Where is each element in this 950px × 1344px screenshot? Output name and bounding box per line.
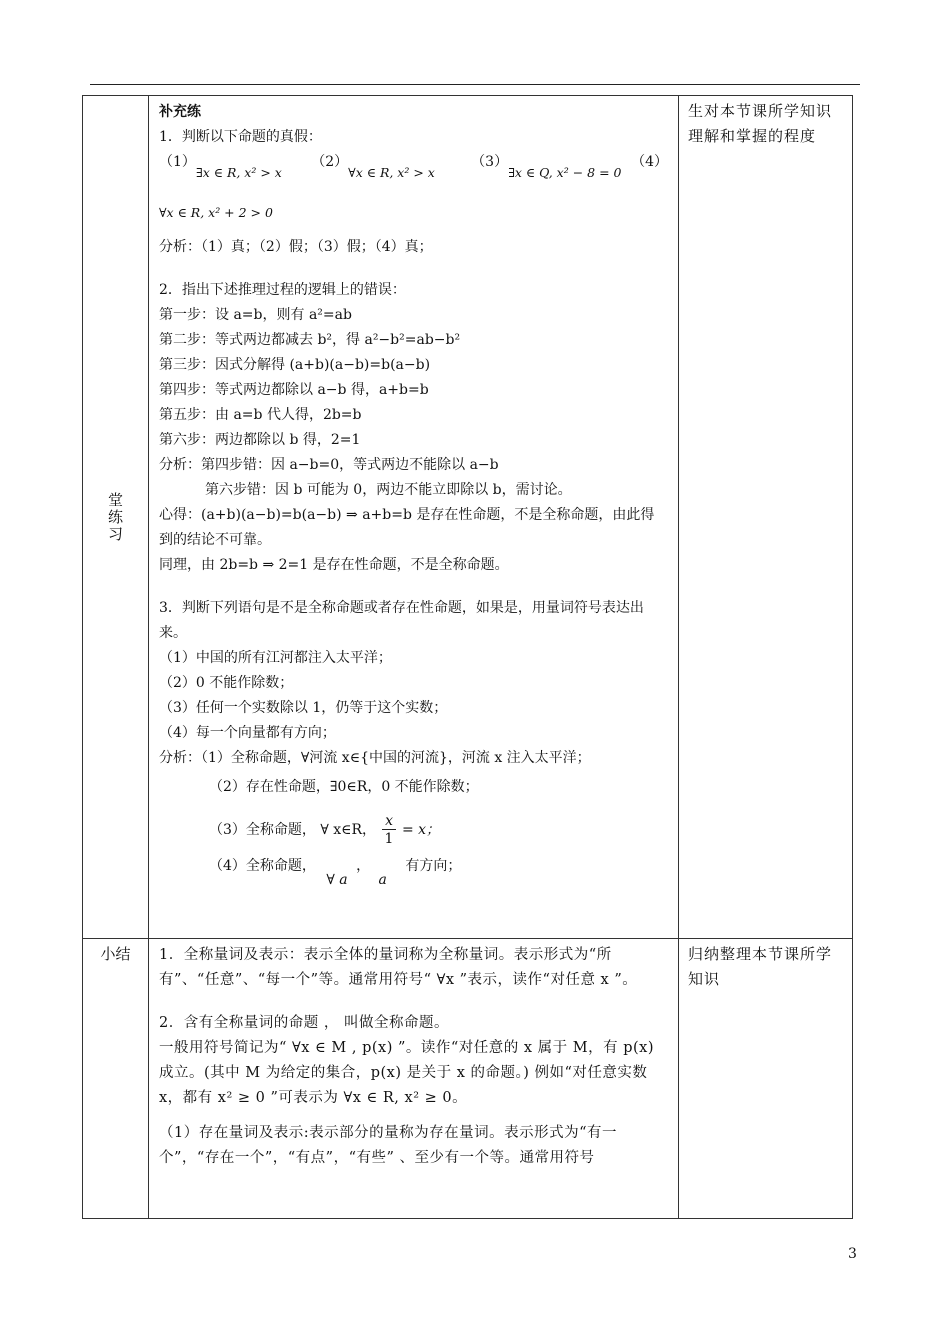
q3-analysis-4-pre: （4）全称命题， [209, 858, 316, 874]
q1-text: 1．判断以下命题的真假： [159, 129, 322, 145]
q2-step6: 第六步：两边都除以 b 得，2=1 [159, 432, 361, 448]
q1-formula-row [159, 150, 668, 184]
q1-f4: ∀x ∈ R, x² + 2 > 0 [159, 205, 273, 220]
q1-n2: （2） [311, 154, 349, 170]
q1-n1: （1） [159, 154, 196, 170]
summary-row [83, 939, 853, 1219]
summary-p1: 1．全称量词及表示：表示全体的量词称为全称量词。表示形式为“所有”、“任意”、“每一个”等。通常用符号“ ∀x ”表示，读作“对任意 x ”。 [159, 947, 638, 988]
q1-n4: （4） [631, 154, 668, 170]
q2-step3: 第三步：因式分解得 (a+b)(a−b)=b(a−b) [159, 357, 431, 373]
summary-label-cell [83, 939, 149, 1219]
header-rule [90, 84, 860, 85]
q1-f1: ∃x ∈ R, x² > x [195, 165, 282, 180]
q2-analysis-1: 分析：第四步错：因 a−b=0，等式两边不能除以 a−b [159, 457, 499, 473]
q2-step2: 第二步：等式两边都减去 b²，得 a²−b²=ab−b² [159, 332, 461, 348]
q2-text: 2．指出下述推理过程的逻辑上的错误： [159, 282, 406, 298]
q3-text: 3．判断下列语句是不是全称命题或者存在性命题，如果是，用量词符号表达出来。 [159, 600, 644, 641]
practice-label: 堂练习 [106, 491, 124, 543]
q1-n3: （3） [471, 154, 509, 170]
q2-same: 同理，由 2b=b ⇒ 2=1 是存在性命题，不是全称命题。 [159, 557, 509, 573]
q1-f2: ∀x ∈ R, x² > x [348, 165, 435, 180]
summary-side-cell [679, 939, 853, 1219]
q2-step5: 第五步：由 a=b 代人得，2b=b [159, 407, 362, 423]
q3-analysis-4-post: 有方向； [405, 858, 462, 874]
q3-analysis-3-post: = x； [401, 821, 441, 838]
page-number: 3 [848, 1246, 857, 1262]
summary-content-cell [149, 939, 679, 1219]
q3-item2: （2）0 不能作除数； [159, 675, 294, 691]
q3-analysis-4: （4）全称命题， ∀ a ， a 有方向； [209, 858, 462, 888]
q2-analysis-2: 第六步错：因 b 可能为 0，两边不能立即除以 b，需讨论。 [205, 482, 572, 498]
practice-label-cell [83, 96, 149, 939]
q3-item4: （4）每一个向量都有方向； [159, 725, 336, 741]
summary-label: 小结 [100, 945, 131, 963]
q3-analysis-4-f2: a [378, 872, 387, 888]
q3-analysis-3-pre: （3）全称命题， ∀ x∈R， [209, 821, 377, 838]
q2-step4: 第四步：等式两边都除以 a−b 得，a+b=b [159, 382, 429, 398]
practice-side-cell [679, 96, 853, 939]
summary-p3: 一般用符号简记为“ ∀x ∈ M , p(x) ”。读作“对任意的 x 属于 M，有 p(x) 成立。(其中 M 为给定的集合，p(x) 是关于 x 的命题。) 例如“对任意实数 x，都有 x² ≥ 0 ”可表示为 ∀x ∈ R, x² ≥ 0。 [159, 1040, 655, 1106]
practice-content-cell [149, 96, 679, 939]
summary-side-text: 归纳整理本节课所学知识 [688, 945, 833, 988]
practice-row [83, 96, 853, 939]
summary-p4: （1）存在量词及表示:表示部分的量称为存在量词。表示形式为“有一个”，“存在一个”，“有点”，“有些” 、至少有一个等。通常用符号 [159, 1125, 618, 1166]
q2-insight: 心得：(a+b)(a−b)=b(a−b) ⇒ a+b=b 是存在性命题，不是全称命题，由此得到的结论不可靠。 [159, 507, 655, 548]
lesson-table [82, 95, 853, 1219]
q3-analysis-4-f1: ∀ a [326, 872, 348, 888]
practice-side-text: 生对本节课所学知识理解和掌握的程度 [688, 102, 833, 145]
q3-item3: （3）任何一个实数除以 1，仍等于这个实数； [159, 700, 448, 716]
q3-fraction-num: x [382, 813, 396, 830]
q3-analysis-1: 分析：（1）全称命题，∀河流 x∈{中国的河流}，河流 x 注入太平洋； [159, 750, 591, 766]
q1-f3: ∃x ∈ Q, x² − 8 = 0 [508, 165, 622, 180]
q3-fraction-den: 1 [384, 830, 394, 847]
practice-title: 补充练 [159, 104, 201, 120]
q3-fraction [382, 813, 396, 848]
q3-analysis-3 [159, 808, 668, 852]
q2-step1: 第一步：设 a=b，则有 a²=ab [159, 307, 352, 323]
q3-analysis-2: （2）存在性命题，∃0∈R，0 不能作除数； [209, 779, 479, 795]
q3-item1: （1）中国的所有江河都注入太平洋； [159, 650, 392, 666]
q1-analysis: 分析：（1）真；（2）假；（3）假；（4）真； [159, 239, 433, 255]
summary-p2: 2．含有全称量词的命题 ， 叫做全称命题。 [159, 1015, 449, 1031]
